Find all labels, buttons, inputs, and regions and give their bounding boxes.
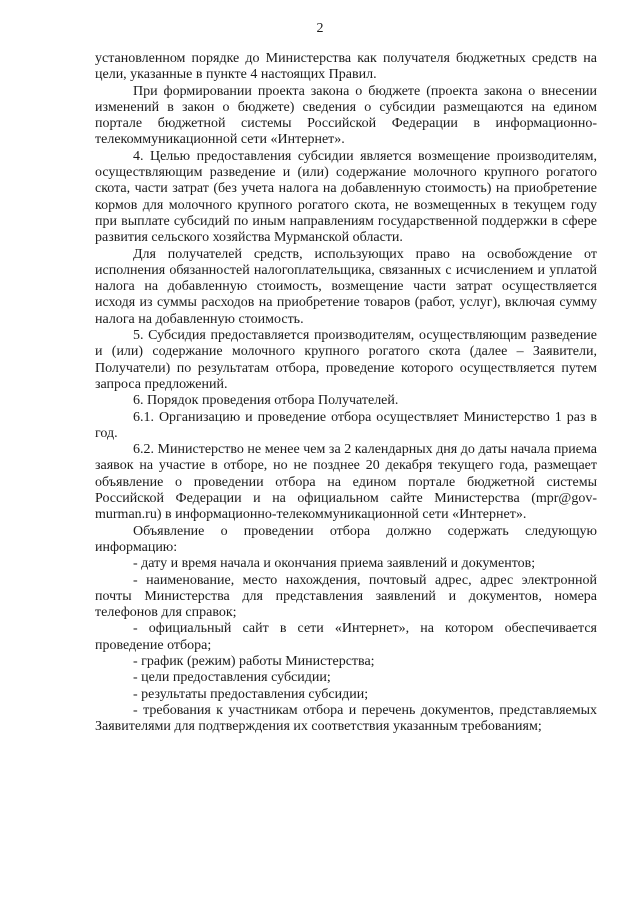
paragraph: Объявление о проведении отбора должно содержать следующую информацию: xyxy=(95,523,597,555)
paragraph: 6.2. Министерство не менее чем за 2 календарных дня до даты начала приема заявок на участие в отборе, но не позднее 20 декабря текущего года, размещает объявление о проведении отбора на едином портале бюджетной системы Российской Федерации и на официальном сайте Министерства (mpr@gov-murman.ru) в информационно-телекоммуникационной сети «Интернет». xyxy=(95,442,597,523)
paragraph: Для получателей средств, использующих право на освобождение от исполнения обязанностей налогоплательщика, связанных с исчислением и уплатой налога на добавленную стоимость, возмещение части затрат осуществляется исходя из суммы расходов на приобретение товаров (работ, услуг), включая сумму налога на добавленную стоимость. xyxy=(95,246,597,327)
paragraph: - требования к участникам отбора и перечень документов, представляемых Заявителями для подтверждения их соответствия указанным требованиям; xyxy=(95,702,597,735)
paragraph: - официальный сайт в сети «Интернет», на котором обеспечивается проведение отбора; xyxy=(95,621,597,653)
page-number: 2 xyxy=(316,21,324,36)
paragraph: - дату и время начала и окончания приема заявлений и документов; xyxy=(133,556,536,572)
paragraph: - результаты предоставления субсидии; xyxy=(133,686,369,702)
paragraph: При формировании проекта закона о бюджете (проекта закона о внесении изменений в закон о бюджете) сведения о субсидии размещаются на едином портале бюджетной системы Российской Федерации в информационно-телекоммуникационной сети «Интернет». xyxy=(95,83,597,148)
paragraph: 5. Субсидия предоставляется производителям, осуществляющим разведение и (или) содержание молочного крупного рогатого скота (далее – Заявители, Получатели) по результатам отбора, проведение которого осуществляется путем запроса предложений. xyxy=(95,328,597,392)
paragraph: 6.1. Организацию и проведение отбора осуществляет Министерство 1 раз в год. xyxy=(95,409,597,441)
paragraph: - график (режим) работы Министерства; xyxy=(133,653,375,669)
document-body xyxy=(95,51,597,735)
paragraph: - цели предоставления субсидии; xyxy=(133,670,331,686)
paragraph: 6. Порядок проведения отбора Получателей. xyxy=(133,393,399,409)
paragraph: - наименование, место нахождения, почтовый адрес, адрес электронной почты Министерства для представления заявлений и документов, номера телефонов для справок; xyxy=(95,572,597,621)
paragraph: 4. Целью предоставления субсидии является возмещение производителям, осуществляющим разведение и (или) содержание молочного крупного рогатого скота, части затрат (без учета налога на добавленную стоимость) на приобретение кормов для молочного крупного рогатого скота, не возмещенных в текущем году при выплате субсидий по иным направлениям государственной поддержки в сфере развития сельского хозяйства Мурманской области. xyxy=(95,148,597,246)
paragraph: установленном порядке до Министерства как получателя бюджетных средств на цели, указанные в пункте 4 настоящих Правил. xyxy=(95,51,597,83)
